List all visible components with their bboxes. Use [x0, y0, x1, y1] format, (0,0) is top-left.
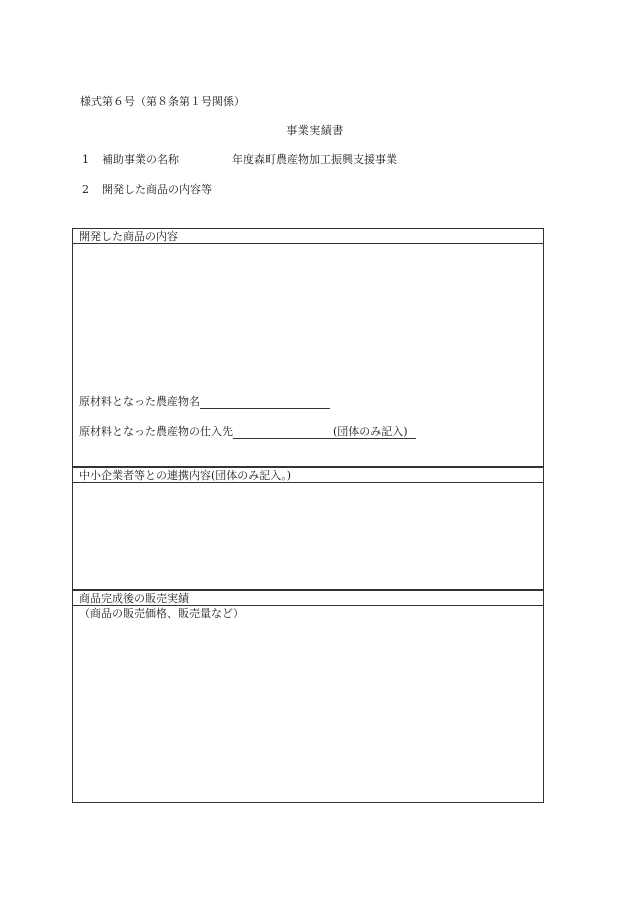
collaboration-section — [72, 467, 544, 590]
supplier-blank[interactable] — [233, 425, 333, 439]
sales-note: （商品の販売価格、販売量など） — [79, 607, 244, 620]
supplier-tail-blank — [408, 425, 416, 439]
sales-heading: 商品完成後の販売実績 — [73, 590, 543, 606]
supplier-label: 原材料となった農産物の仕入先 — [79, 425, 233, 438]
supplier-note: (団体のみ記入) — [333, 425, 408, 438]
item-1-number: 1 — [82, 153, 89, 166]
material-name-blank[interactable] — [200, 395, 330, 409]
collaboration-heading: 中小企業者等との連携内容(団体のみ記入。) — [73, 467, 543, 483]
sales-section — [72, 590, 544, 803]
item-2-label: 開発した商品の内容等 — [102, 183, 212, 196]
material-name-label: 原材料となった農産物名 — [79, 395, 200, 408]
document-title: 事業実績書 — [286, 124, 344, 137]
item-2-number: 2 — [82, 183, 89, 196]
development-section — [72, 228, 544, 467]
form-number: 様式第６号（第８条第１号関係） — [80, 95, 245, 108]
material-name-field — [79, 395, 330, 409]
development-heading: 開発した商品の内容 — [73, 229, 543, 244]
item-1-label: 補助事業の名称 — [102, 153, 179, 166]
supplier-field — [79, 425, 416, 439]
item-1-value: 年度森町農産物加工振興支援事業 — [232, 153, 397, 166]
